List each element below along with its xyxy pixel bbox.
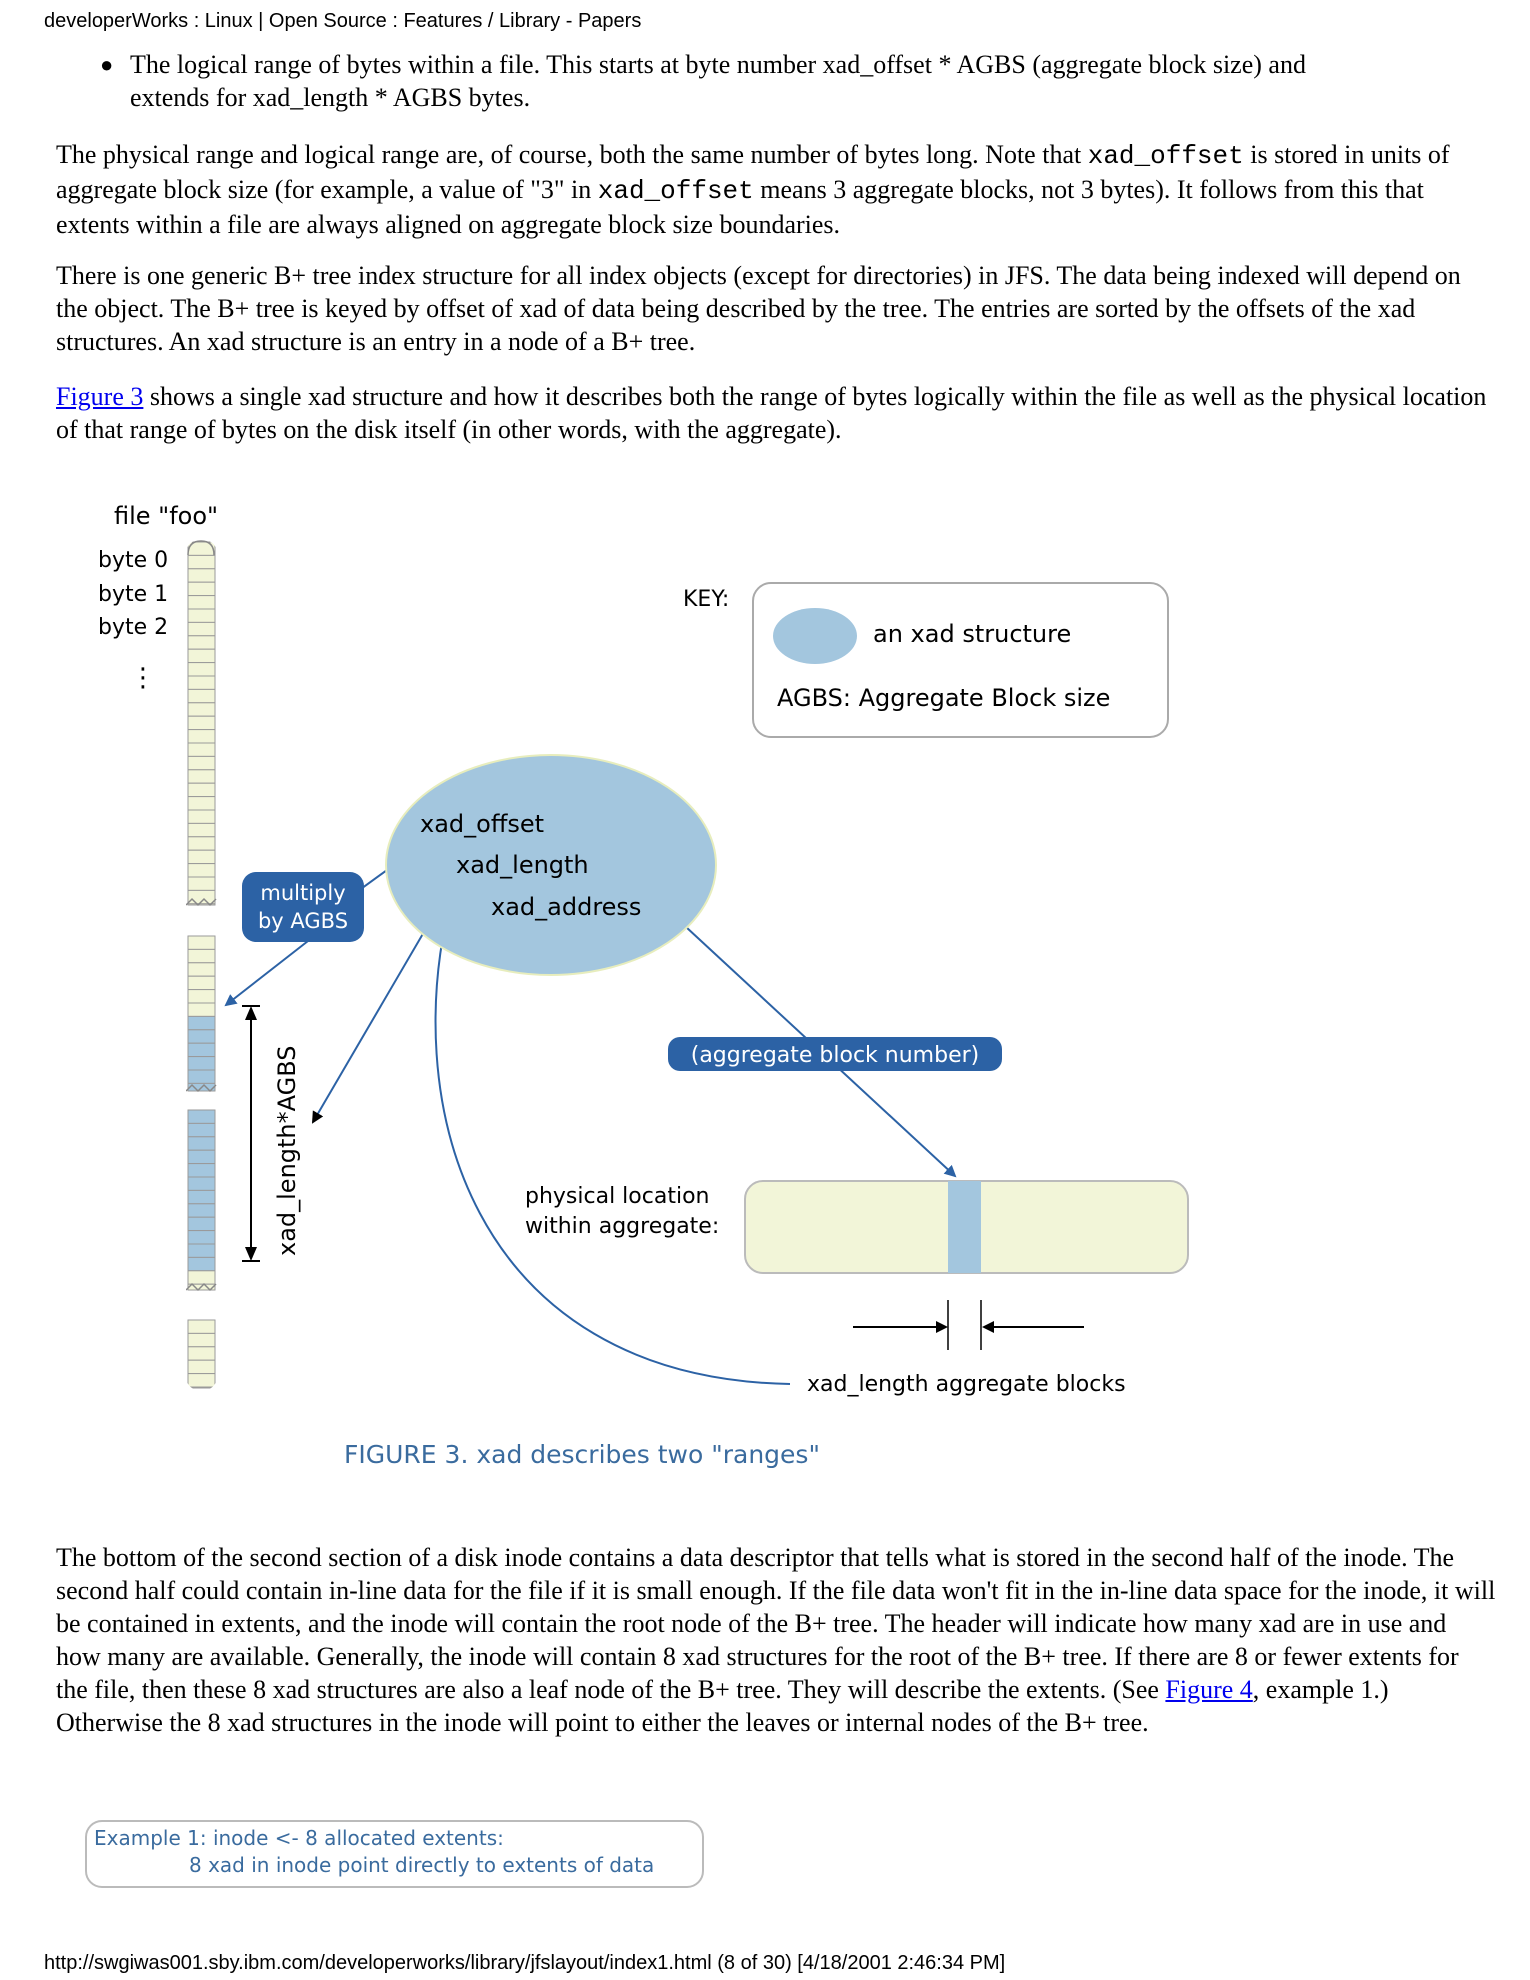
file-byte-cell: [188, 823, 215, 836]
field-xad-length: xad_length: [456, 851, 589, 879]
file-byte-cell: [188, 797, 215, 810]
file-byte-cell: [188, 1204, 215, 1217]
physical-line-2: within aggregate:: [525, 1214, 720, 1239]
file-byte-cell: [188, 936, 215, 949]
file-byte-cell: [188, 703, 215, 716]
file-byte-cell: [188, 976, 215, 989]
figure-4-link[interactable]: Figure 4: [1165, 1675, 1253, 1704]
file-byte-cell: [188, 1164, 215, 1177]
file-column: [186, 541, 216, 1388]
file-byte-cell: [188, 1123, 215, 1136]
bullet-dot-icon: ●: [100, 52, 114, 77]
field-xad-offset: xad_offset: [420, 810, 545, 838]
file-byte-cell: [188, 555, 215, 568]
figure-3-link[interactable]: Figure 3: [56, 382, 144, 411]
para1-text-c: means 3 aggregate blocks, not 3 bytes). It follows from this that extents within a file are always aligned on aggregate block size boundaries.: [56, 175, 1424, 239]
file-byte-cell: [188, 1271, 215, 1284]
file-byte-cell: [188, 770, 215, 783]
file-byte-cell: [188, 1150, 215, 1163]
paragraph-btree: There is one generic B+ tree index structure for all index objects (except for directories) in JFS. The data being indexed will depend on the object. The B+ tree is keyed by offset of xad of data being described by the tree. The entries are sorted by the offsets of the xad structures. An xad structure is an entry in a node of a B+ tree.: [56, 261, 1461, 356]
file-byte-cell: [188, 1110, 215, 1123]
file-byte-cell: [188, 1057, 215, 1070]
file-byte-cell: [188, 1360, 215, 1373]
bullet-item: [100, 48, 1490, 114]
code-xad-offset-2: xad_offset: [597, 176, 754, 206]
file-byte-cell: [188, 810, 215, 823]
file-byte-cell: [188, 1387, 215, 1388]
range-length-label: xad_length*AGBS: [273, 1045, 301, 1256]
file-byte-cell: [188, 1043, 215, 1056]
paragraph-ranges: [56, 138, 1496, 241]
length-blocks-label: xad_length aggregate blocks: [807, 1372, 1126, 1397]
file-byte-cell: [188, 1137, 215, 1150]
para1-text-a: The physical range and logical range are, of course, both the same number of bytes long. Note that: [56, 140, 1088, 169]
figure-caption: FIGURE 3. xad describes two "ranges": [344, 1440, 820, 1469]
file-byte-cell: [188, 663, 215, 676]
file-byte-cell: [188, 676, 215, 689]
file-byte-cell: [188, 990, 215, 1003]
file-byte-cell: [188, 1190, 215, 1203]
key-label: KEY:: [683, 587, 730, 612]
file-byte-cell: [188, 649, 215, 662]
code-xad-offset: xad_offset: [1087, 141, 1244, 171]
file-byte-cell: [188, 689, 215, 702]
file-byte-cell: [188, 1320, 215, 1333]
file-byte-cell: [188, 1217, 215, 1230]
file-byte-cell: [188, 582, 215, 595]
example-line-1: Example 1: inode <- 8 allocated extents:: [94, 1826, 504, 1850]
aggregate-extent: [948, 1181, 981, 1273]
file-byte-cell: [188, 622, 215, 635]
byte-1-label: byte 1: [98, 582, 169, 607]
para4-text-b: , example 1.) Otherwise the 8 xad structures in the inode will point to either the leaves or internal nodes of the B+ tree.: [56, 1675, 1389, 1737]
key-xad-text: an xad structure: [873, 620, 1072, 648]
file-byte-cell: [188, 949, 215, 962]
file-byte-cells: [186, 542, 216, 1388]
file-byte-cell: [188, 837, 215, 850]
multiply-line-2: by AGBS: [257, 909, 349, 933]
file-byte-cell: [188, 730, 215, 743]
physical-line-1: physical location: [525, 1184, 710, 1209]
block-number-label: (aggregate block number): [690, 1043, 980, 1068]
key-agbs-text: AGBS: Aggregate Block size: [777, 684, 1111, 712]
file-byte-cell: [188, 1177, 215, 1190]
byte-0-label: byte 0: [98, 548, 169, 573]
file-byte-cell: [188, 1016, 215, 1029]
file-byte-cell: [188, 569, 215, 582]
file-byte-cell: [188, 864, 215, 877]
multiply-arrow: [226, 941, 308, 1005]
file-byte-cell: [188, 1030, 215, 1043]
file-byte-cell: [188, 1347, 215, 1360]
page-footer: http://swgiwas001.sby.ibm.com/developerworks/library/jfslayout/index1.html (8 of 30) [4/18/2001 2:46:34 PM]: [44, 1952, 1006, 1974]
file-byte-cell: [188, 963, 215, 976]
para1-text-b: is stored in units of aggregate block size (for example, a value of "3" in: [56, 140, 1450, 204]
file-byte-cell: [188, 850, 215, 863]
page-header: developerWorks : Linux | Open Source : Features / Library - Papers: [44, 10, 642, 32]
byte-2-label: byte 2: [98, 615, 169, 640]
para3-text: shows a single xad structure and how it describes both the range of bytes logically within the file as well as the physical location of that range of bytes on the disk itself (in other words, with the aggregate).: [56, 382, 1487, 444]
file-byte-cell: [188, 1257, 215, 1270]
file-byte-cell: [188, 596, 215, 609]
file-byte-cell: [188, 1003, 215, 1016]
example-line-2: 8 xad in inode point directly to extents of data: [189, 1853, 655, 1877]
file-byte-cell: [188, 1374, 215, 1387]
field-xad-address: xad_address: [491, 893, 642, 921]
bullet-text: [130, 48, 1306, 114]
file-byte-cell: [188, 1070, 215, 1083]
file-byte-cell: [188, 636, 215, 649]
bullet-line-1: The logical range of bytes within a file. This starts at byte number xad_offset * AGBS (aggregate block size) and: [130, 50, 1306, 79]
file-byte-cell: [188, 743, 215, 756]
file-byte-cell: [188, 877, 215, 890]
paragraph-figure-intro: [56, 380, 1496, 446]
bullet-line-2: extends for xad_length * AGBS bytes.: [130, 83, 531, 112]
file-byte-cell: [188, 1333, 215, 1346]
paragraph-inode: [56, 1541, 1496, 1739]
file-byte-cell: [188, 609, 215, 622]
file-byte-cell: [188, 783, 215, 796]
ellipsis-icon: ⋮: [130, 663, 156, 693]
file-byte-cell: [188, 1244, 215, 1257]
file-byte-cell: [188, 1231, 215, 1244]
xad-key-swatch-icon: [773, 608, 857, 664]
file-byte-cell: [188, 716, 215, 729]
file-foo-label: file "foo": [114, 502, 219, 530]
file-byte-cell: [188, 756, 215, 769]
multiply-line-1: multiply: [260, 881, 346, 905]
para4-text-a: The bottom of the second section of a disk inode contains a data descriptor that tells what is stored in the second half of the inode. The second half could contain in-line data for the file if it is small enough. If the file data won't fit in the in-line data space for the inode, it will be contained in extents, and the inode will contain the root node of the B+ tree. The header will indicate how many xad are in use and how many are available. Generally, the inode will contain 8 xad structures for the root of the B+ tree. If there are 8 or fewer extents for the file, then these 8 xad structures are also a leaf node of the B+ tree. They will describe the extents. (See: [56, 1543, 1496, 1704]
